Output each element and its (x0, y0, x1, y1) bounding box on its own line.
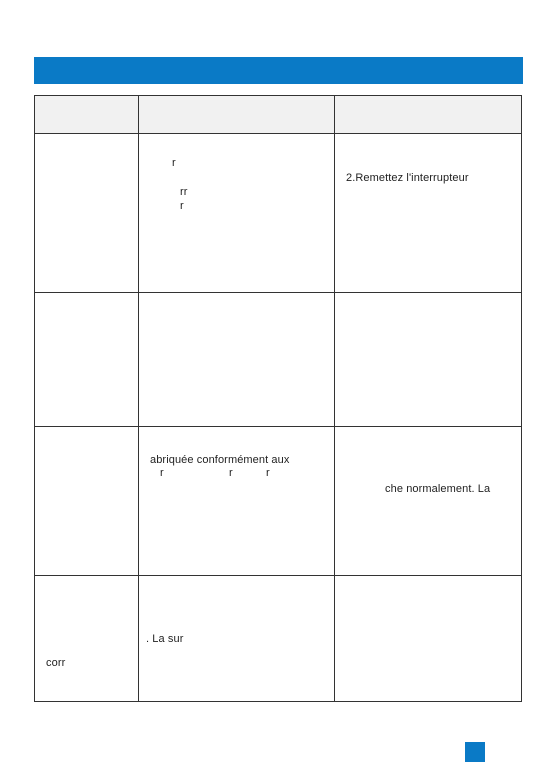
solution-text: 2.Remettez l'interrupteur (346, 172, 469, 184)
row-divider (35, 133, 521, 134)
solution-text: che normalement. La (385, 483, 491, 495)
cause-text: r (180, 200, 184, 212)
cause-text: rr (180, 186, 188, 198)
troubleshooting-table (34, 95, 522, 702)
header-banner (34, 57, 523, 84)
table-header-row (35, 96, 521, 133)
column-divider (334, 96, 335, 701)
cause-text: r (172, 157, 176, 169)
cause-text: . La sur (146, 633, 184, 645)
problem-text: corr (46, 657, 66, 669)
cause-text: r (160, 467, 164, 479)
row-divider (35, 426, 521, 427)
column-divider (138, 96, 139, 701)
cause-text: r (266, 467, 270, 479)
cause-text: abriquée conformément aux (150, 454, 290, 466)
page-number-badge (465, 742, 485, 762)
row-divider (35, 292, 521, 293)
cause-text: r (229, 467, 233, 479)
row-divider (35, 575, 521, 576)
